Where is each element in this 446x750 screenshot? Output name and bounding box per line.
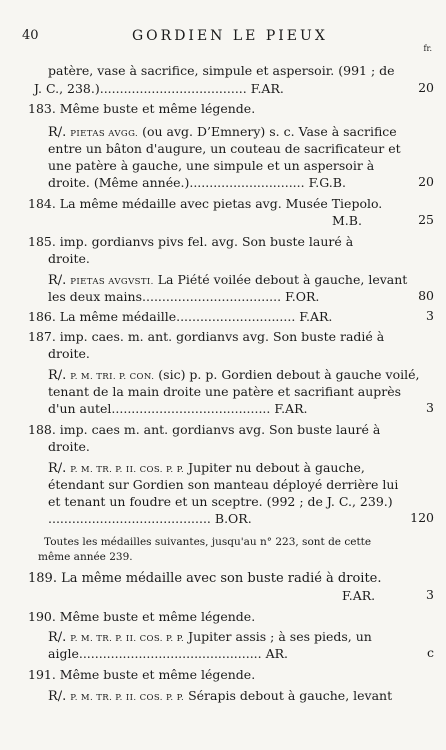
reverse-description: Jupiter assis ; à ses pieds, un	[184, 629, 372, 644]
note-line: même année 239.	[38, 551, 133, 563]
text-line: aigle.............................................. AR.	[48, 646, 289, 661]
entry-heading: 183. Même buste et même légende.	[28, 101, 256, 116]
entry-heading: 188. imp. caes m. ant. gordianvs avg. Son buste lauré à	[28, 422, 381, 437]
reverse-description: Jupiter nu debout à gauche,	[184, 460, 365, 475]
text-line: droite.	[48, 346, 90, 361]
text-line: droite.	[48, 439, 90, 454]
text-line: droite. (Même année.)............................. F.G.B.	[48, 175, 346, 190]
reverse-description: La Piété voilée debout à gauche, levant	[153, 272, 408, 287]
text-line: ......................................... B.OR.	[48, 511, 252, 526]
legend-text: P. M. TR. P. II. COS. P. P.	[70, 693, 185, 703]
price-value: 120	[410, 510, 434, 525]
text-line: tenant de la main droite une patère et sacrifiant auprès	[48, 384, 402, 399]
text-line: patère, vase à sacrifice, simpule et aspersoir. (991 ; de	[48, 63, 395, 78]
running-title: GORDIEN LE PIEUX	[132, 28, 328, 44]
legend-text: P. M. TRI. P. CON.	[70, 372, 155, 382]
text-line: une patère à gauche, une simpule et un aspersoir à	[48, 158, 375, 173]
price-value: 80	[418, 288, 434, 303]
metal-label: F.AR.	[342, 588, 376, 603]
price-value: 3	[426, 400, 434, 415]
value-column-label: fr.	[423, 44, 432, 53]
text-line: les deux mains................................... F.OR.	[48, 289, 320, 304]
reverse-description: (ou avg. D’Emnery) s. c. Vase à sacrifice	[138, 124, 397, 139]
reverse-line	[48, 687, 392, 707]
note-line: Toutes les médailles suivantes, jusqu'au n° 223, sont de cette	[44, 536, 372, 548]
entry-heading: 186. La même médaille.............................. F.AR.	[28, 309, 333, 324]
entry-heading: 184. La même médaille avec pietas avg. Musée Tiepolo.	[28, 196, 383, 211]
reverse-symbol: R/.	[48, 630, 67, 645]
price-value: c	[426, 645, 434, 660]
reverse-symbol: R/.	[48, 125, 67, 140]
text-line: droite.	[48, 251, 90, 266]
text-line: et tenant un foudre et un sceptre. (992 ; de J. C., 239.)	[48, 494, 393, 509]
legend-text: PIETAS AVGVSTI.	[70, 277, 154, 287]
price-value: 3	[426, 587, 434, 602]
price-value: 20	[418, 174, 434, 189]
metal-label: M.B.	[332, 213, 362, 228]
reverse-description: Sérapis debout à gauche, levant	[184, 688, 393, 703]
entry-heading: 187. imp. caes. m. ant. gordianvs avg. Son buste radié à	[28, 329, 385, 344]
legend-text: P. M. TR. P. II. COS. P. P.	[70, 465, 185, 475]
reverse-symbol: R/.	[48, 689, 67, 704]
price-value: 20	[418, 80, 434, 95]
reverse-symbol: R/.	[48, 461, 67, 476]
reverse-symbol: R/.	[48, 368, 67, 383]
text-line: J. C., 238.)..................................... F.AR.	[34, 81, 284, 96]
text-line: d'un autel........................................ F.AR.	[48, 401, 308, 416]
text-line: étendant sur Gordien son manteau déployé derrière lui	[48, 477, 399, 492]
legend-text: PIETAS AVGG.	[70, 129, 139, 139]
reverse-symbol: R/.	[48, 273, 67, 288]
entry-heading: 189. La même médaille avec son buste radié à droite.	[28, 571, 382, 586]
price-value: 3	[426, 308, 434, 323]
reverse-description: (sic) p. p. Gordien debout à gauche voilé,	[154, 367, 420, 382]
price-value: 25	[418, 212, 434, 227]
page-number: 40	[22, 28, 39, 43]
entry-heading: 191. Même buste et même légende.	[28, 667, 256, 682]
entry-heading: 190. Même buste et même légende.	[28, 609, 256, 624]
legend-text: P. M. TR. P. II. COS. P. P.	[70, 634, 185, 644]
entry-heading: 185. imp. gordianvs pivs fel. avg. Son buste lauré à	[28, 234, 354, 249]
text-line: entre un bâton d'augure, un couteau de sacrificateur et	[48, 141, 401, 156]
